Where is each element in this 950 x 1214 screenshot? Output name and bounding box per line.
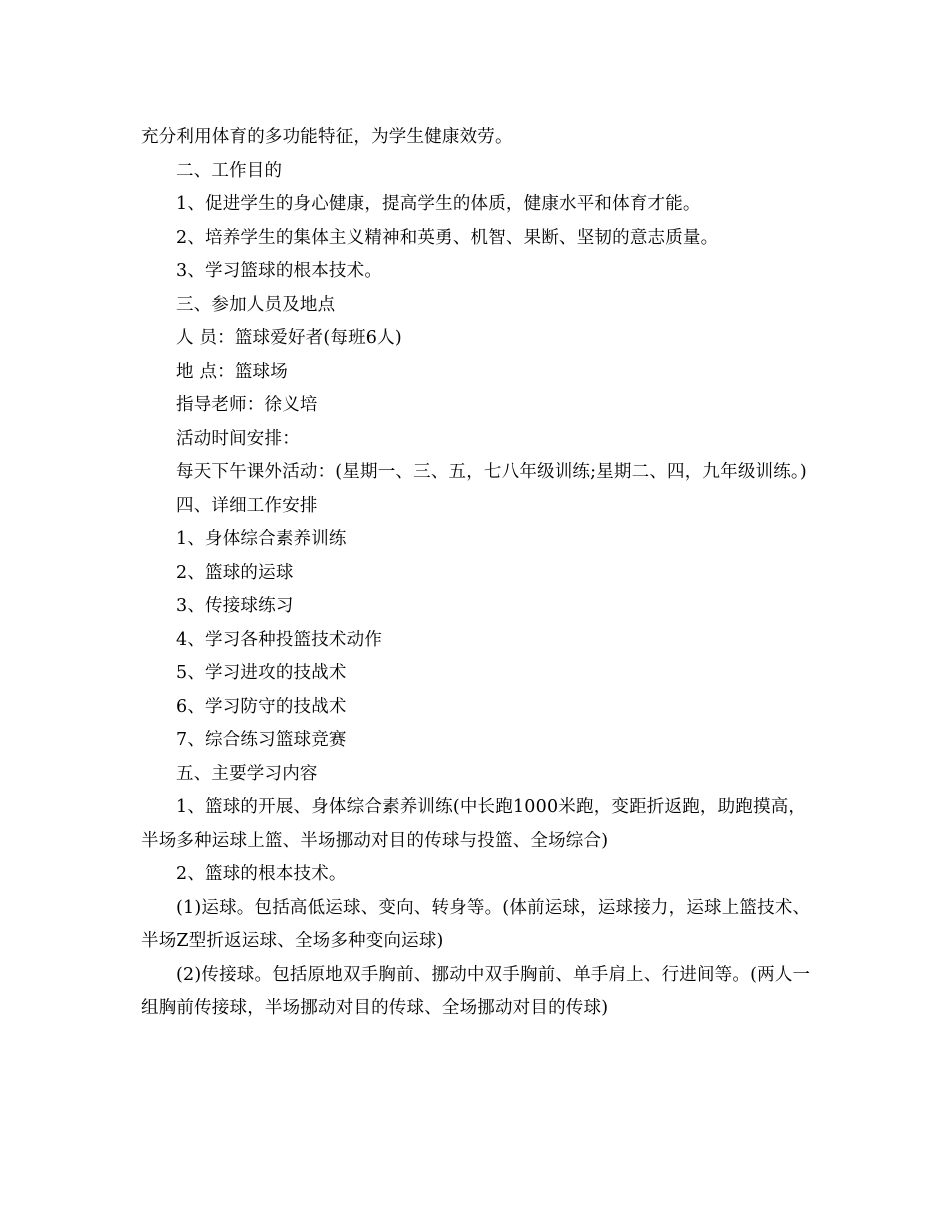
paragraph: 每天下午课外活动：(星期一、三、五，七八年级训练;星期二、四，九年级训练。)	[176, 462, 807, 482]
info-line: 人 员：篮球爱好者(每班6人)	[176, 328, 402, 348]
info-line: 指导老师：徐义培	[176, 395, 318, 415]
list-item: 2、培养学生的集体主义精神和英勇、机智、果断、坚韧的意志质量。	[176, 227, 719, 248]
list-item: 5、学习进攻的技战术	[176, 663, 347, 683]
list-item: 1、身体综合素养训练	[176, 529, 347, 549]
list-item: 2、篮球的运球	[176, 562, 294, 583]
info-line: 地 点：篮球场	[176, 361, 288, 382]
sub-item: (1)运球。包括高低运球、变向、转身等。(体前运球，运球接力，运球上篮技术、半场Z型折返运球、全场多种变向运球)	[141, 897, 811, 951]
section-heading: 五、主要学习内容	[176, 763, 318, 784]
list-item: 3、学习篮球的根本技术。	[176, 261, 383, 281]
paragraph: 充分利用体育的多功能特征，为学生健康效劳。	[141, 127, 513, 147]
document-body	[141, 121, 813, 1026]
sub-item: (2)传接球。包括原地双手胸前、挪动中双手胸前、单手肩上、行进间等。(两人一组胸前传接球，半场挪动对目的传球、全场挪动对目的传球)	[141, 964, 811, 1018]
list-item: 1、篮球的开展、身体综合素养训练(中长跑1000米跑，变距折返跑，助跑摸高，半场多种运球上篮、半场挪动对目的传球与投篮、全场综合)	[141, 797, 807, 851]
list-item: 6、学习防守的技战术	[176, 696, 347, 717]
list-item: 4、学习各种投篮技术动作	[176, 629, 383, 650]
list-item: 3、传接球练习	[176, 596, 294, 616]
list-item: 1、促进学生的身心健康，提高学生的体质，健康水平和体育才能。	[176, 194, 701, 214]
section-heading: 四、详细工作安排	[176, 495, 318, 516]
section-heading: 二、工作目的	[176, 160, 283, 181]
info-line: 活动时间安排：	[176, 428, 300, 449]
list-item: 2、篮球的根本技术。	[176, 864, 347, 884]
section-heading: 三、参加人员及地点	[176, 294, 336, 315]
list-item: 7、综合练习篮球竞赛	[176, 730, 347, 750]
